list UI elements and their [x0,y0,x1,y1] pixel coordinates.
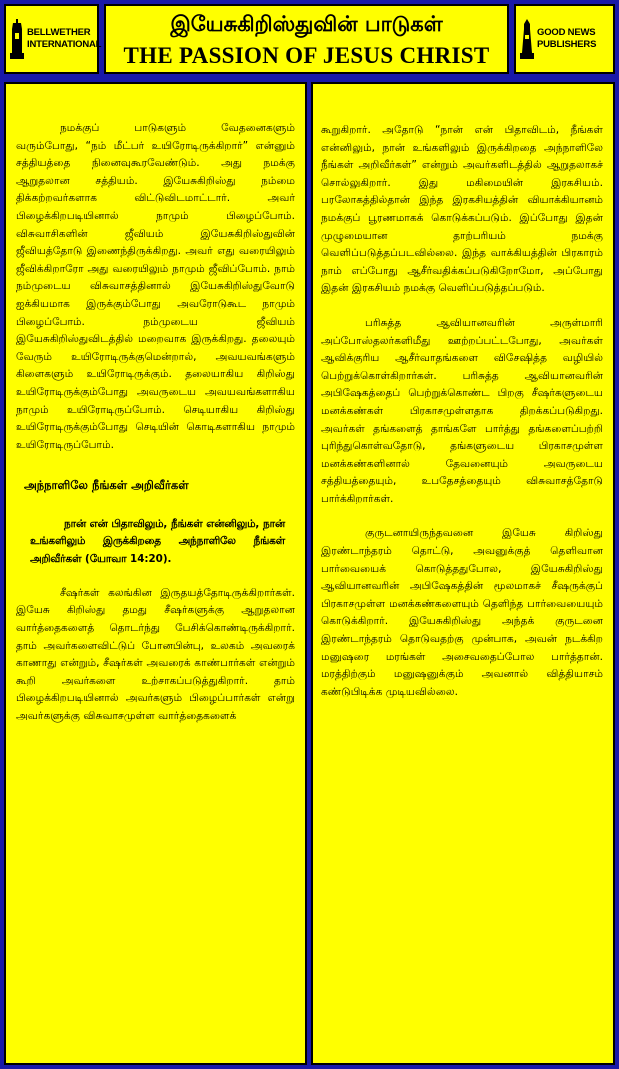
scripture-verse [30,516,285,568]
page-title-tamil: இயேசுகிறிஸ்துவின் பாடுகள் [170,12,443,36]
right-paragraph-2: பரிசுத்த ஆவியானவரின் அருள்மாரி அப்போஸ்தலர்களிமீது ஊற்றப்பட்டபோது, அவர்கள் ஆவிக்குரிய ஆசீர்வாதங்களை விசேஷித்த வழியில் பெற்றுக்கொள்கிறார்கள். பரிசுத்த ஆவியானவரின் அபிஷேகத்தைப் பெற்றுக்கொண்ட பிறகு சீஷர்களுடைய மனக்கண்கள் பிரகாசமுள்ளதாக திறக்கப்படுகிறது. அவர்கள் தங்களைத் தாங்களே பார்த்து தங்களைப்பற்றி புரிந்துகொள்வதோடு, தங்களுடைய பிரகாசமுள்ள மனக்கண்களினால் தேவனையும் அவருடைய சத்தியத்தையும், உபதேசத்தையும் விசுவாசத்தோடு பார்க்கிறார்கள். [321,316,603,505]
publisher-logo-left [4,4,102,74]
publisher-name-right: GOOD NEWS PUBLISHERS [537,27,597,50]
page-title-english: THE PASSION OF JESUS CHRIST [123,43,490,68]
lighthouse-icon [520,19,534,59]
page-header [0,0,619,78]
left-paragraph-1: நமக்குப் பாடுகளும் வேதனைகளும் வரும்போது, “நம் மீட்பர் உயிரோடிருக்கிறார்” என்னும் சத்தியத்தை நினைவுகூரவேண்டும். அது நமக்கு ஆறுதலான சத்தியம். இயேசுகிறிஸ்து நம்மை திக்கற்றவர்களாக விட்டுவிடமாட்டார். அவர் பிழைக்கிறபடியினால் நாமும் பிழைப்போம். விசுவாசிகளின் ஜீவியம் இயேசுகிறிஸ்துவின் ஜீவியத்தோடு இணைந்திருக்கிறது. அவர் எது வரையிலும் ஜீவிக்கிறாரோ அது வரையிலும் நாமும் ஜீவிப்போம். நாம் நம்முடைய விசுவாசத்தினால் இயேசுகிறிஸ்துவோடு ஐக்கியமாக இருக்கும்போது அவரோடுகூட நாமும் பிழைப்போம். நம்முடைய ஜீவியம் இயேசுகிறிஸ்துவிடத்தில் மறைவாக இருக்கிறது. தலையும் வேரும் உயிரோடிருக்குமென்றால், அவயவங்களும் கிளைகளும் உயிரோடிருக்கும். தலையாகிய கிறிஸ்து உயிரோடிருக்கும்போது அவருடைய அவயவங்களாகிய நாமும் உயிரோடிருப்போம். செடியாகிய கிறிஸ்து உயிரோடிருக்கும்போது செடியின் கொடிகளாகிய நாமும் உயிரோடிருப்போம். [16,122,295,451]
right-column [311,82,615,1065]
bell-tower-icon [10,19,24,59]
section-subheading: அந்நாளிலே நீங்கள் அறிவீர்கள் [24,478,189,493]
title-box [104,4,509,74]
right-paragraph-3: குருடனாயிருந்தவனை இயேசு கிறிஸ்து இரண்டாந்தரம் தொட்டு, அவனுக்குத் தெளிவான பார்வையைக் கொடுத்ததுபோல, இயேசுகிறிஸ்து ஆவியானவரின் அபிஷேகத்தின் மூலமாகச் சீஷருக்குப் பிரகாசமுள்ள மனக்கண்களையும் தெளிந்த பார்வையையும் கொடுக்கிறார். இயேசுகிறிஸ்து அந்தக் குருடனை இரண்டாந்தரம் தொடுவதற்கு முன்பாக, அவன் நடக்கிற மனுஷரை மரங்கள் அசைவதைப்போல பார்த்தான். மரத்திற்கும் மனுஷனுக்கும் அவனால் வித்தியாசம் கண்டுபிடிக்க முடியவில்லை. [321,527,603,698]
publisher-name-left: BELLWETHER INTERNATIONAL [27,27,102,50]
left-column [4,82,307,1065]
publisher-logo-right [514,4,615,74]
scripture-verse-text: நான் என் பிதாவிலும், நீங்கள் என்னிலும், நான் உங்களிலும் இருக்கிறதை அந்நாளிலே நீங்கள் அறிவீர்கள் (யோவா 14:20). [30,518,285,565]
left-paragraph-2: சீஷர்கள் கலங்கின இருதயத்தோடிருக்கிறார்கள். இயேசு கிறிஸ்து தமது சீஷர்களுக்கு ஆறுதலான வார்த்தைகளைத் தொடர்ந்து பேசிக்கொண்டிருக்கிறார். தாம் அவர்களைவிட்டுப் போனபின்பு, உலகம் அவரைக் காணாது என்றும், சீஷர்கள் அவரைக் காண்பார்கள் என்றும் கூறி அவர்களை உற்சாகப்படுத்துகிறார். தாம் பிழைக்கிறபடியினால் அவர்களும் பிழைப்பார்கள் என்று அவர்களுக்கு விசுவாசமுள்ள வார்த்தைகளைக் [16,586,295,723]
right-paragraph-1: கூறுகிறார். அதோடு “நான் என் பிதாவிடம், நீங்கள் என்னிலும், நான் உங்களிலும் இருக்கிறதை அந்நாளிலே நீங்கள் அறிவீர்கள்” என்றும் அவர்களிடத்தில் ஆறுதலாகச் சொல்லுகிறார். இது மகிமையின் இரகசியம். பரலோகத்தில்தான் இந்த இரகசியத்தின் வியாக்கியானம் நமக்குப் பூரணமாகக் கொடுக்கப்படும். இப்போது இதன் முழுமையான தாற்பரியம் நமக்கு வெளிப்படுத்தப்படவில்லை. இந்த வாக்கியத்தின் பிரகாரம் நாம் எப்போது ஆசீர்வதிக்கப்படுகிறோமோ, அப்போது இதன் இரகசியம் நமக்கு வெளிப்படுத்தப்படும். [321,124,603,295]
